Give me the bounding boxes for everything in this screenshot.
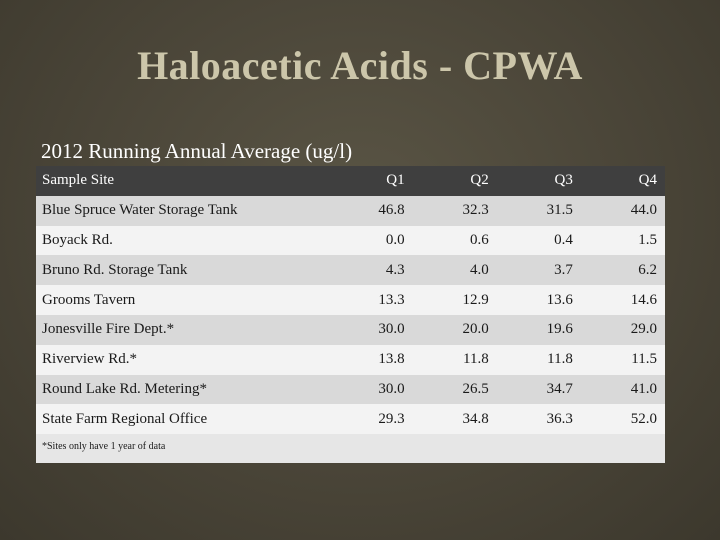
table-row: [36, 375, 665, 405]
table-row: [36, 345, 665, 375]
table-row: [36, 404, 665, 434]
cell-q4: 29.0: [581, 315, 665, 345]
table-row: [36, 226, 665, 256]
slide-title: Haloacetic Acids - CPWA: [137, 43, 583, 88]
cell-sample-site: Blue Spruce Water Storage Tank: [36, 196, 328, 226]
footnote: *Sites only have 1 year of data: [36, 434, 665, 454]
cell-q1: 29.3: [328, 404, 412, 434]
cell-q1: 0.0: [328, 226, 412, 256]
cell-q2: 26.5: [413, 375, 497, 405]
cell-q2: 4.0: [413, 255, 497, 285]
cell-q3: 36.3: [497, 404, 581, 434]
data-table-container: [36, 166, 665, 463]
cell-q1: 30.0: [328, 375, 412, 405]
footnote-row: [36, 434, 665, 454]
cell-q2: 11.8: [413, 345, 497, 375]
header-q1: Q1: [328, 166, 412, 196]
header-q2: Q2: [413, 166, 497, 196]
header-sample-site: Sample Site: [36, 166, 328, 196]
table-row: [36, 255, 665, 285]
cell-q4: 41.0: [581, 375, 665, 405]
cell-q3: 3.7: [497, 255, 581, 285]
cell-q3: 34.7: [497, 375, 581, 405]
cell-q4: 52.0: [581, 404, 665, 434]
cell-q4: 1.5: [581, 226, 665, 256]
cell-sample-site: Boyack Rd.: [36, 226, 328, 256]
cell-sample-site: Riverview Rd.*: [36, 345, 328, 375]
cell-q3: 19.6: [497, 315, 581, 345]
cell-sample-site: Round Lake Rd. Metering*: [36, 375, 328, 405]
cell-q3: 13.6: [497, 285, 581, 315]
cell-q2: 32.3: [413, 196, 497, 226]
cell-q2: 12.9: [413, 285, 497, 315]
table-header-row: [36, 166, 665, 196]
haa-table: [36, 166, 665, 454]
cell-sample-site: Jonesville Fire Dept.*: [36, 315, 328, 345]
slide-subtitle: 2012 Running Annual Average (ug/l): [41, 139, 353, 163]
cell-q1: 13.3: [328, 285, 412, 315]
cell-q2: 34.8: [413, 404, 497, 434]
cell-sample-site: Bruno Rd. Storage Tank: [36, 255, 328, 285]
header-q3: Q3: [497, 166, 581, 196]
table-row: [36, 196, 665, 226]
cell-q3: 0.4: [497, 226, 581, 256]
cell-sample-site: Grooms Tavern: [36, 285, 328, 315]
cell-q1: 4.3: [328, 255, 412, 285]
header-q4: Q4: [581, 166, 665, 196]
cell-q4: 6.2: [581, 255, 665, 285]
cell-q3: 11.8: [497, 345, 581, 375]
cell-q2: 0.6: [413, 226, 497, 256]
table-row: [36, 315, 665, 345]
cell-sample-site: State Farm Regional Office: [36, 404, 328, 434]
cell-q1: 46.8: [328, 196, 412, 226]
cell-q4: 14.6: [581, 285, 665, 315]
cell-q4: 11.5: [581, 345, 665, 375]
cell-q4: 44.0: [581, 196, 665, 226]
table-row: [36, 285, 665, 315]
cell-q1: 13.8: [328, 345, 412, 375]
cell-q3: 31.5: [497, 196, 581, 226]
cell-q1: 30.0: [328, 315, 412, 345]
cell-q2: 20.0: [413, 315, 497, 345]
